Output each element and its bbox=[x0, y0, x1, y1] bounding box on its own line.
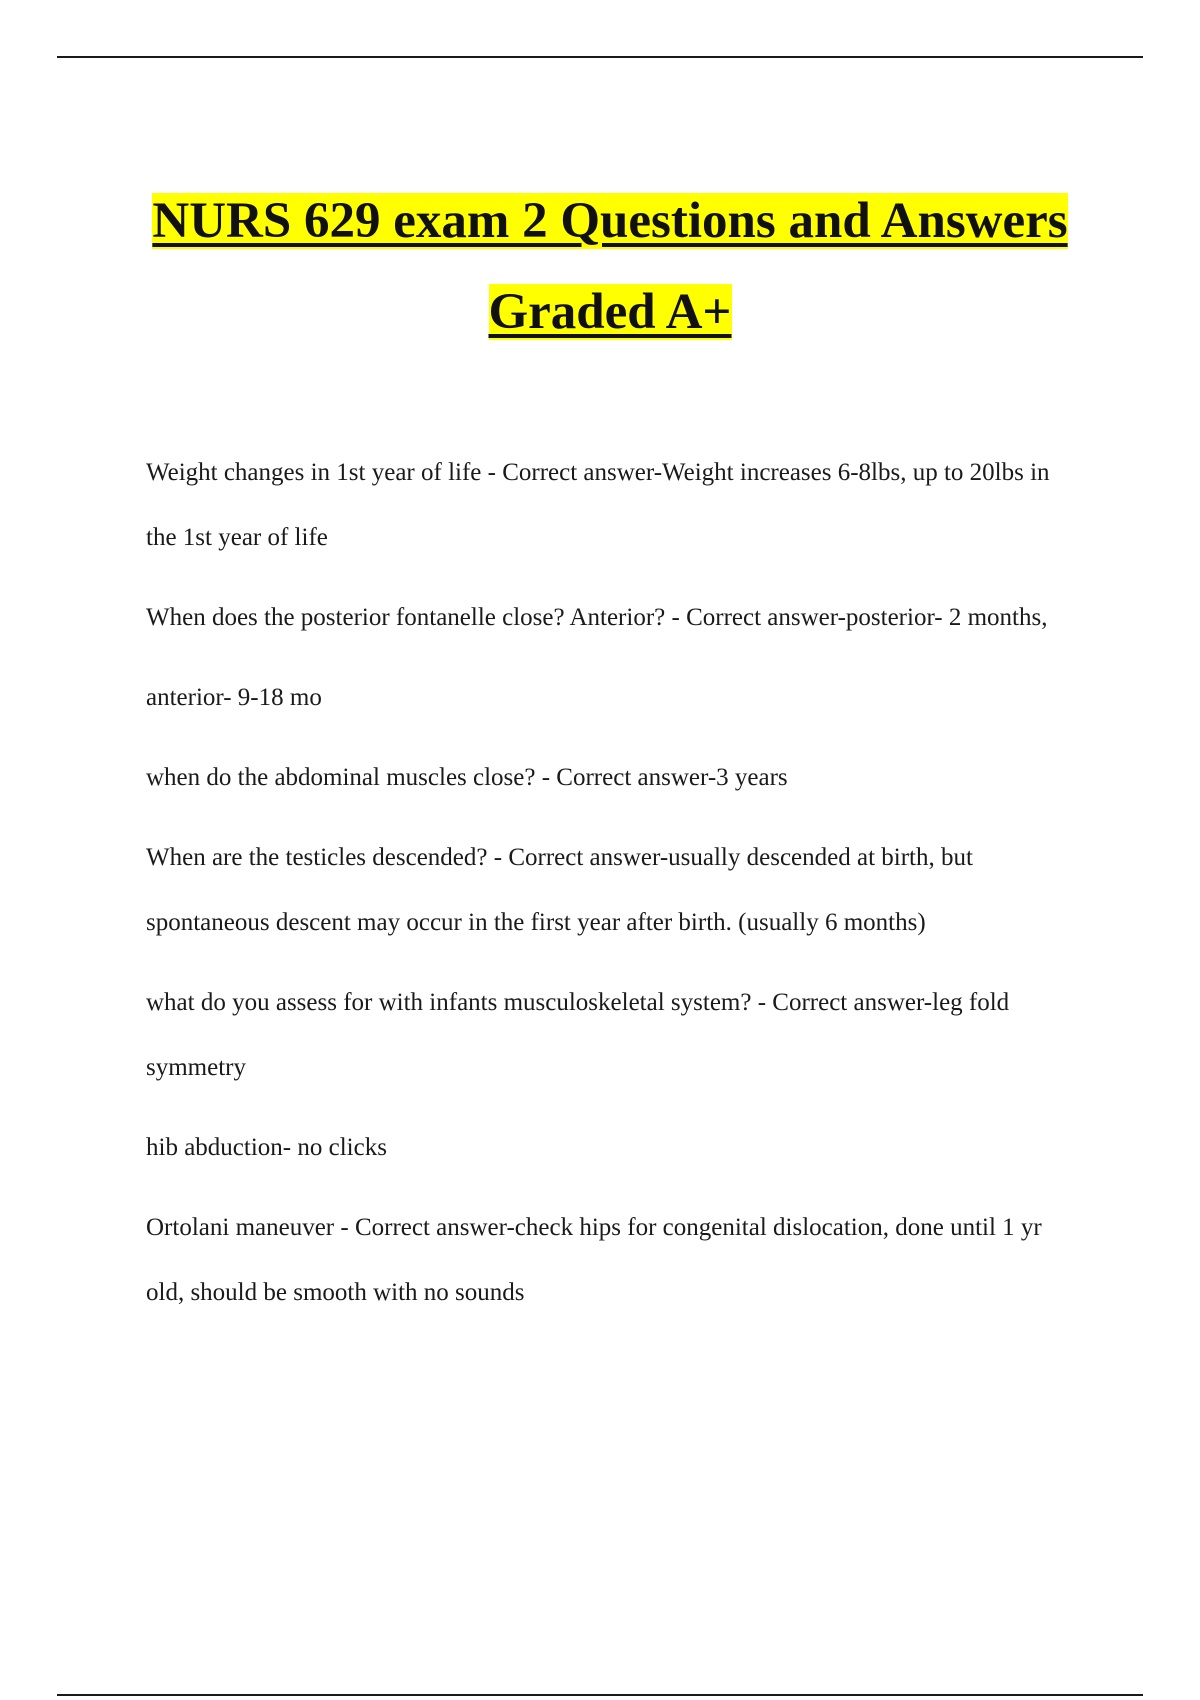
qa-item: When does the posterior fontanelle close? Anterior? - Correct answer-posterior- 2 months, bbox=[146, 604, 1048, 631]
qa-item: what do you assess for with infants musculoskeletal system? - Correct answer-leg fold symmetry bbox=[146, 989, 1010, 1081]
title-line-2 bbox=[140, 267, 1080, 358]
title-line-1 bbox=[140, 176, 1080, 267]
top-rule bbox=[57, 56, 1143, 58]
qa-item: anterior- 9-18 mo bbox=[146, 684, 322, 711]
title-line-2-text: Graded A+ bbox=[488, 284, 732, 340]
qa-item: hib abduction- no clicks bbox=[146, 1134, 387, 1161]
title-line-1-text: NURS 629 exam 2 Questions and Answers bbox=[152, 193, 1068, 249]
document-title bbox=[140, 176, 1080, 358]
bottom-rule bbox=[57, 1694, 1143, 1696]
qa-item: when do the abdominal muscles close? - Correct answer-3 years bbox=[146, 764, 788, 791]
qa-item: Ortolani maneuver - Correct answer-check hips for congenital dislocation, done until 1 yr old, should be smooth with no sounds bbox=[146, 1214, 1042, 1306]
qa-item: Weight changes in 1st year of life - Correct answer-Weight increases 6-8lbs, up to 20lbs in the 1st year of life bbox=[146, 459, 1050, 551]
qa-list bbox=[146, 440, 1086, 1340]
qa-item: When are the testicles descended? - Correct answer-usually descended at birth, but spontaneous descent may occur in the first year after birth. (usually 6 months) bbox=[146, 844, 973, 936]
